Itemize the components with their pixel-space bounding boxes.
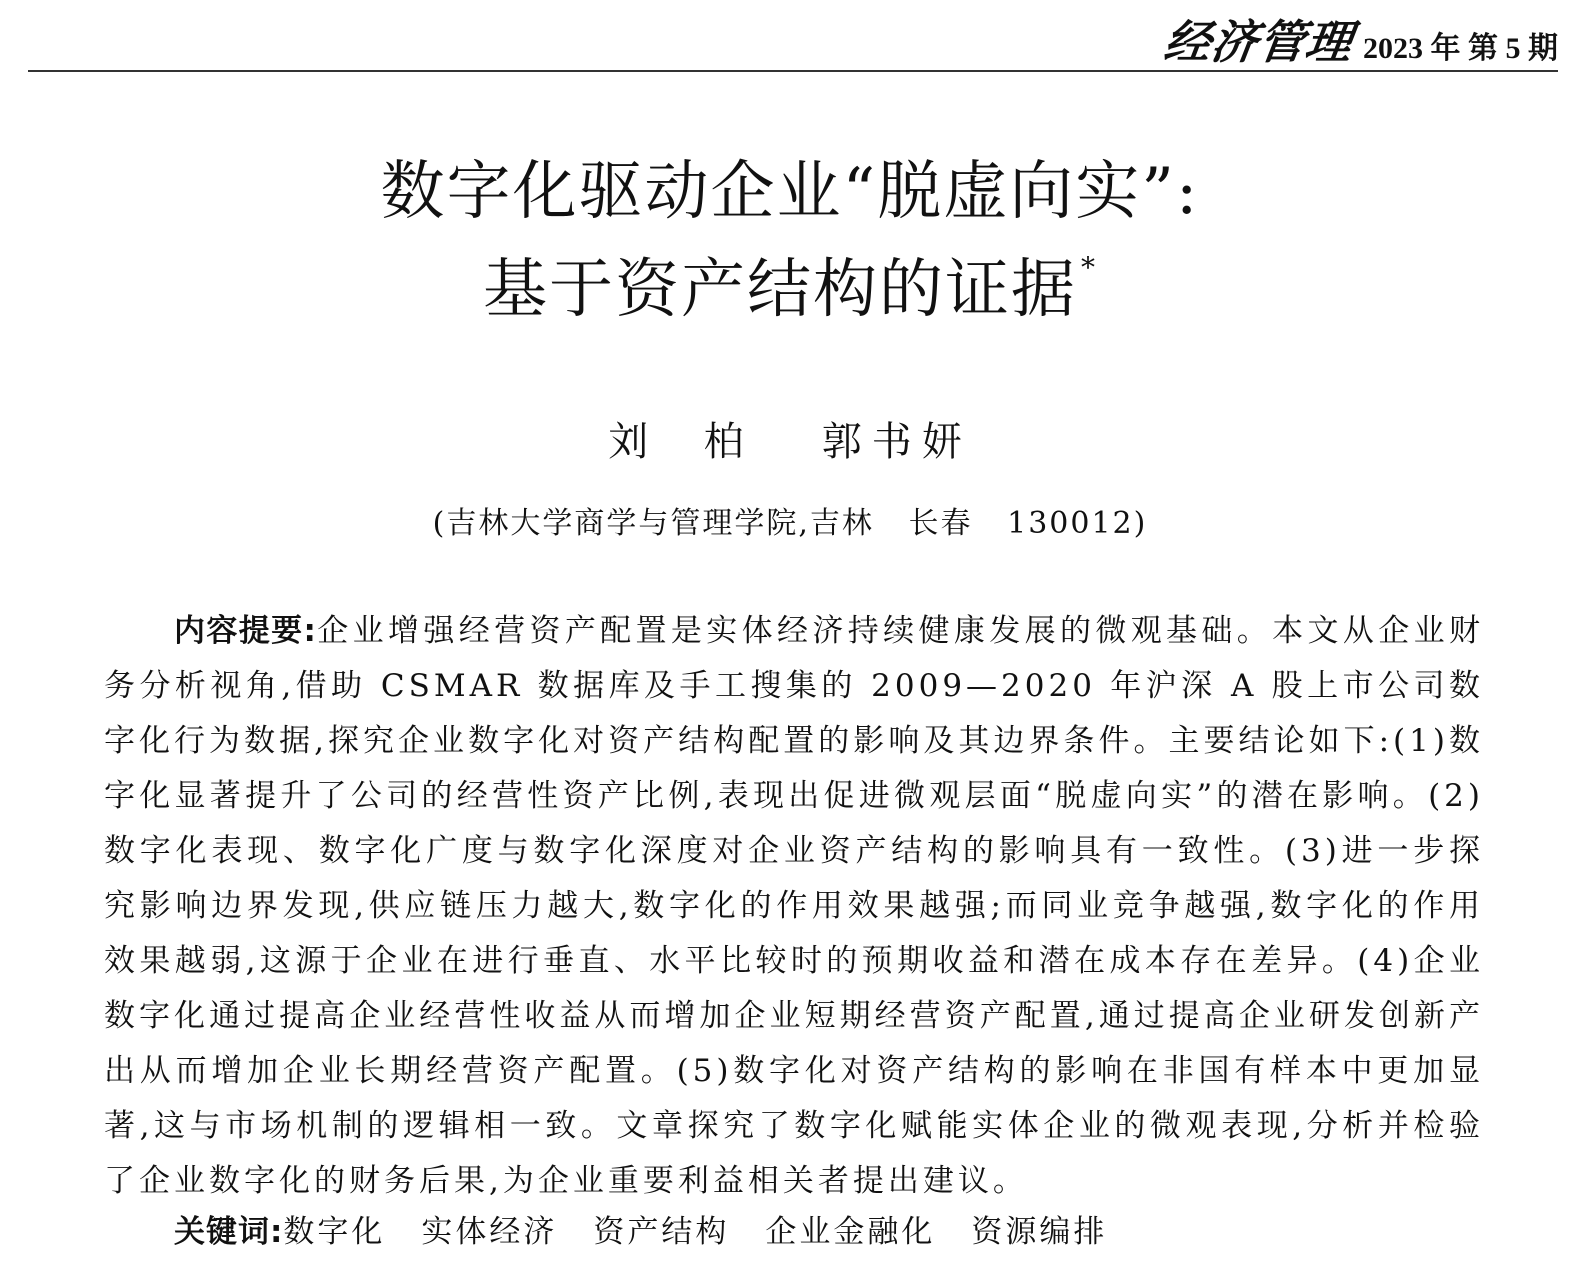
header-divider (28, 70, 1558, 72)
affiliation: (吉林大学商学与管理学院,吉林 长春 130012) (432, 506, 1148, 541)
article-title-line-2-text: 基于资产结构的证据 (483, 253, 1077, 327)
article-title-line-2 (0, 251, 1580, 327)
authors: 刘 柏 郭书妍 (608, 419, 972, 465)
abstract (104, 604, 1484, 1209)
journal-name-logo: 经济管理 (1160, 15, 1357, 69)
keyword-item: 实体经济 (421, 1214, 558, 1250)
issue-label: 2023 年 第 5 期 (1363, 32, 1558, 65)
title-footnote-mark: * (1081, 251, 1097, 284)
keyword-item: 数字化 (283, 1214, 386, 1250)
keyword-item: 资产结构 (593, 1214, 730, 1250)
keywords-list (283, 1214, 1143, 1250)
article-title-line-1: 数字化驱动企业“脱虚向实”: (380, 155, 1200, 229)
keyword-item: 资源编排 (971, 1214, 1108, 1250)
keywords (174, 1208, 1474, 1256)
journal-info (1160, 6, 1558, 72)
abstract-text: 企业增强经营资产配置是实体经济持续健康发展的微观基础。本文从企业财务分析视角,借助 CSMAR 数据库及手工搜集的 2009—2020 年沪深 A 股上市公司数字化行为数据,探究企业数字化对资产结构配置的影响及其边界条件。主要结论如下:(1)数字化显著提升了公司的经营性资产比例,表现出促进微观层面“脱虚向实”的潜在影响。(2)数字化表现、数字化广度与数字化深度对企业资产结构的影响具有一致性。(3)进一步探究影响边界发现,供应链压力越大,数字化的作用效果越强;而同业竞争越强,数字化的作用效果越弱,这源于企业在进行垂直、水平比较时的预期收益和潜在成本存在差异。(4)企业数字化通过提高企业经营性收益从而增加企业短期经营资产配置,通过提高企业研发创新产出从而增加企业长期经营资产配置。(5)数字化对资产结构的影响在非国有样本中更加显著,这与市场机制的逻辑相一致。文章探究了数字化赋能实体企业的微观表现,分析并检验了企业数字化的财务后果,为企业重要利益相关者提出建议。 (104, 613, 1484, 1199)
abstract-label: 内容提要: (174, 613, 317, 649)
keywords-label: 关键词: (174, 1214, 284, 1250)
keyword-item: 企业金融化 (765, 1214, 936, 1250)
page-header (0, 0, 1580, 69)
